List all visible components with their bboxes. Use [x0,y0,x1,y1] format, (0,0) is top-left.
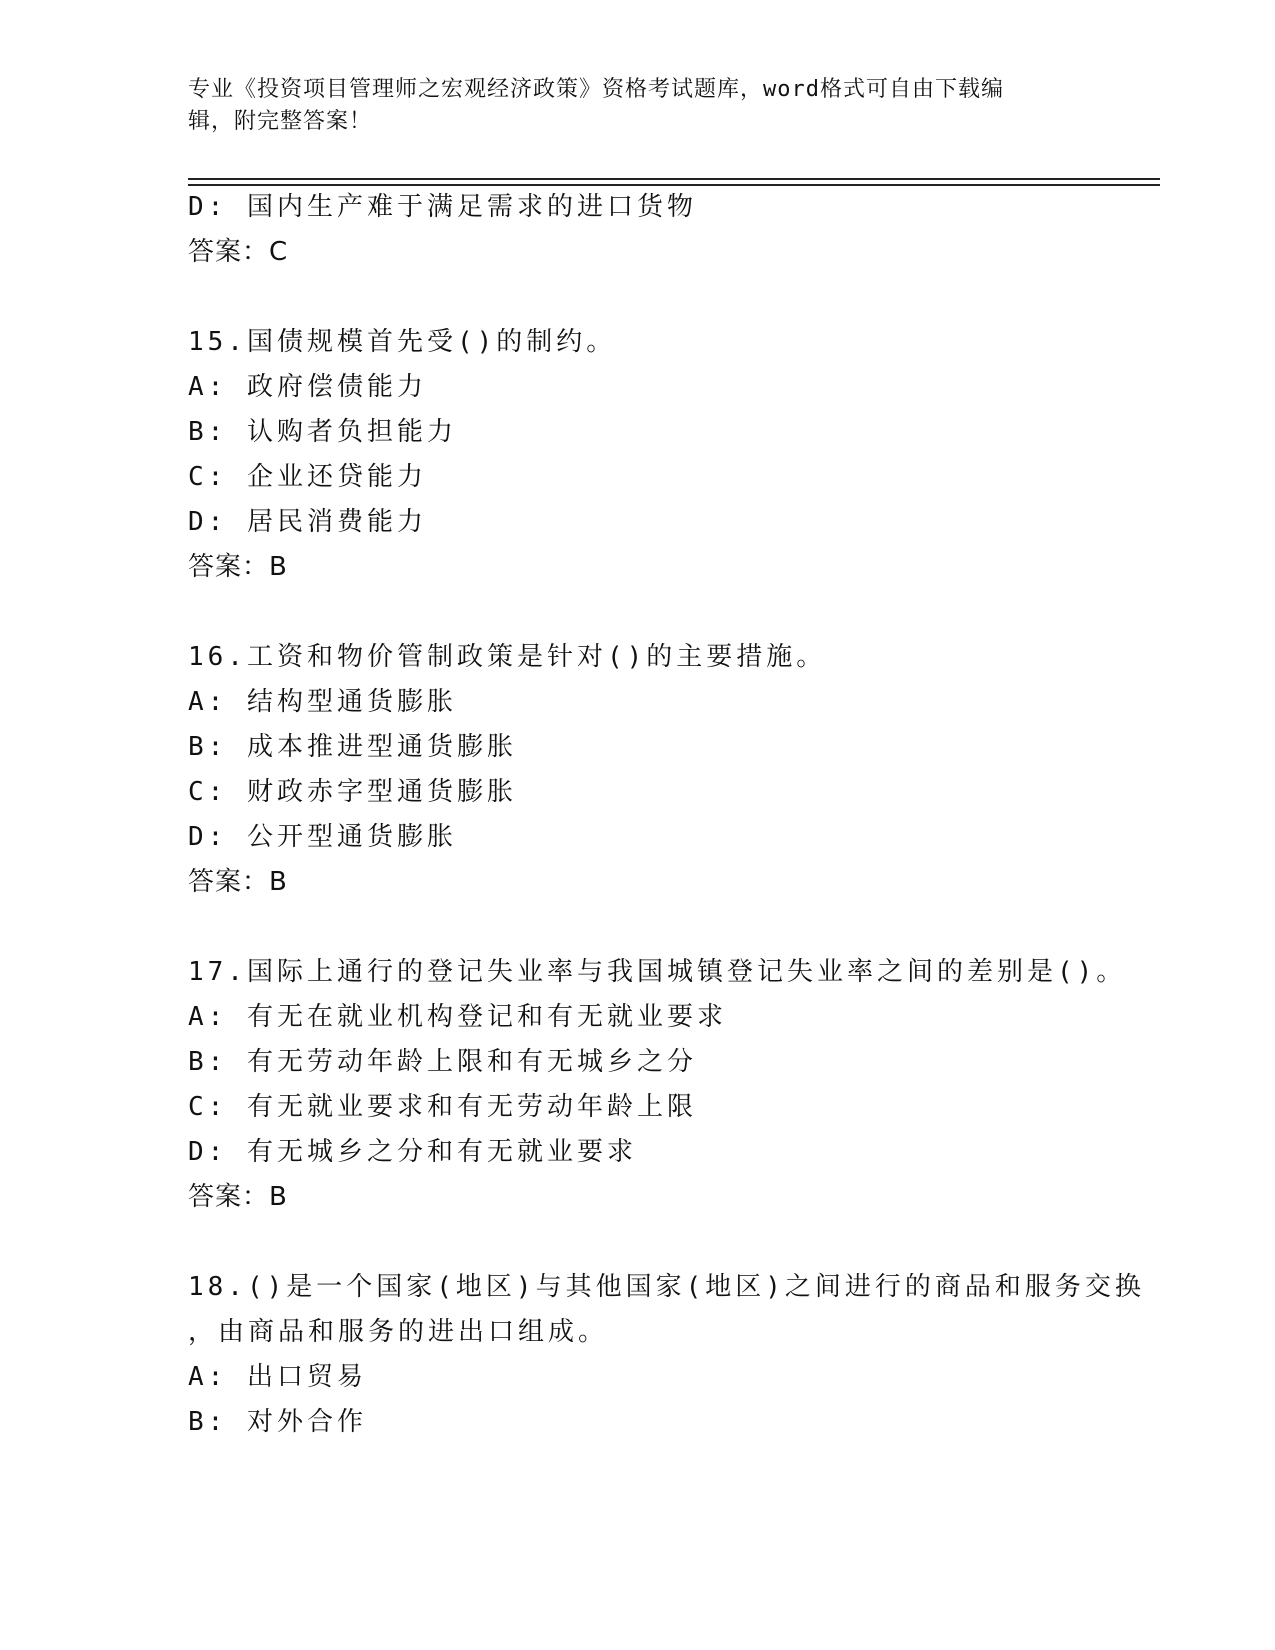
q17-option-b: B: 有无劳动年龄上限和有无城乡之分 [188,1047,697,1077]
header-divider-bottom [188,184,1160,186]
q15-option-c: C: 企业还贷能力 [188,462,427,492]
q17-answer: 答案：B [188,1182,288,1212]
q15-option-d: D: 居民消费能力 [188,507,427,537]
q16-option-c: C: 财政赤字型通货膨胀 [188,777,517,807]
q16-stem: 16.工资和物价管制政策是针对()的主要措施。 [188,642,827,672]
q16-option-b: B: 成本推进型通货膨胀 [188,732,517,762]
q15-option-b: B: 认购者负担能力 [188,417,457,447]
q16-option-a: A: 结构型通货膨胀 [188,687,457,717]
q15-answer: 答案：B [188,552,288,582]
q15-stem: 15.国债规模首先受()的制约。 [188,327,617,357]
q18-option-b: B: 对外合作 [188,1407,367,1437]
q14-option-d: D: 国内生产难于满足需求的进口货物 [188,192,697,222]
q16-option-d: D: 公开型通货膨胀 [188,822,457,852]
header-line-1: 专业《投资项目管理师之宏观经济政策》资格考试题库，word格式可自由下载编 [188,77,1004,102]
q18-stem-line-1: 18.()是一个国家(地区)与其他国家(地区)之间进行的商品和服务交换 [188,1272,1145,1302]
q17-option-d: D: 有无城乡之分和有无就业要求 [188,1137,637,1167]
header-divider-top [188,178,1160,180]
q16-answer: 答案：B [188,867,288,897]
q18-stem-line-2: ，由商品和服务的进出口组成。 [188,1317,609,1347]
q18-option-a: A: 出口贸易 [188,1362,367,1392]
q15-option-a: A: 政府偿债能力 [188,372,427,402]
header-line-2: 辑，附完整答案！ [188,109,373,134]
q14-answer: 答案：C [188,237,289,267]
q17-option-c: C: 有无就业要求和有无劳动年龄上限 [188,1092,697,1122]
q17-stem: 17.国际上通行的登记失业率与我国城镇登记失业率之间的差别是()。 [188,957,1127,987]
document-header [188,74,1068,138]
q17-option-a: A: 有无在就业机构登记和有无就业要求 [188,1002,727,1032]
